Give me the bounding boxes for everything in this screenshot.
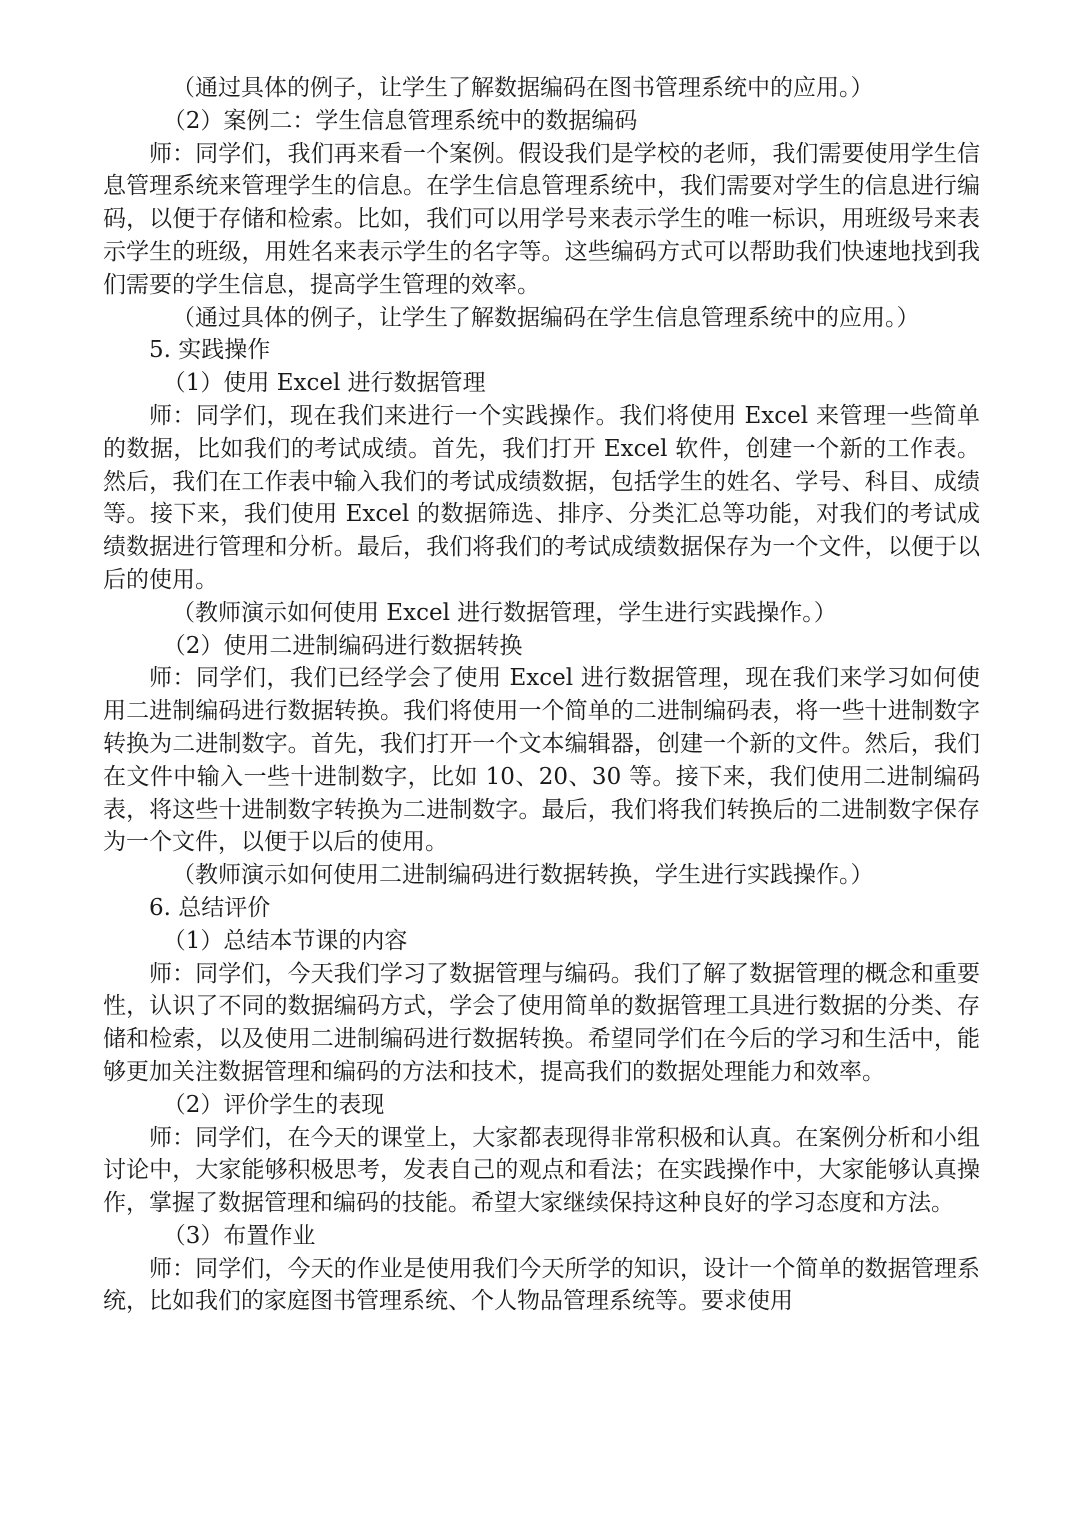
note-paragraph: （通过具体的例子，让学生了解数据编码在图书管理系统中的应用。） <box>172 75 874 101</box>
subsection-heading: （1）总结本节课的内容 <box>162 927 408 954</box>
note-paragraph: （教师演示如何使用二进制编码进行数据转换，学生进行实践操作。） <box>172 862 874 889</box>
subsection-heading: （3）布置作业 <box>162 1222 316 1249</box>
section-heading: 5. 实践操作 <box>149 337 271 364</box>
section-heading: 6. 总结评价 <box>149 894 271 921</box>
subsection-heading: （2）使用二进制编码进行数据转换 <box>162 632 523 659</box>
body-paragraph: 师：同学们，在今天的课堂上，大家都表现得非常积极和认真。在案例分析和小组讨论中，大家能够积极思考，发表自己的观点和看法；在实践操作中，大家能够认真操作，掌握了数据管理和编码的技能。希望大家继续保持这种良好的学习态度和方法。 <box>103 1124 980 1217</box>
body-paragraph: 师：同学们，今天我们学习了数据管理与编码。我们了解了数据管理的概念和重要性，认识了不同的数据编码方式，学会了使用简单的数据管理工具进行数据的分类、存储和检索，以及使用二进制编码进行数据转换。希望同学们在今后的学习和生活中，能够更加关注数据管理和编码的方法和技术，提高我们的数据处理能力和效率。 <box>103 960 980 1085</box>
body-paragraph: 师：同学们，我们再来看一个案例。假设我们是学校的老师，我们需要使用学生信息管理系统来管理学生的信息。在学生信息管理系统中，我们需要对学生的信息进行编码，以便于存储和检索。比如，我们可以用学号来表示学生的唯一标识，用班级号来表示学生的班级，用姓名来表示学生的名字等。这些编码方式可以帮助我们快速地找到我们需要的学生信息，提高学生管理的效率。 <box>103 140 980 298</box>
body-paragraph: 师：同学们，我们已经学会了使用 Excel 进行数据管理，现在我们来学习如何使用二进制编码进行数据转换。我们将使用一个简单的二进制编码表，将一些十进制数字转换为二进制数字。首先，我们打开一个文本编辑器，创建一个新的文件。然后，我们在文件中输入一些十进制数字，比如 10、20、30 等。接下来，我们使用二进制编码表，将这些十进制数字转换为二进制数字。最后，我们将我们转换后的二进制数字保存为一个文件，以便于以后的使用。 <box>103 665 980 856</box>
subsection-heading: （2）评价学生的表现 <box>162 1091 385 1118</box>
body-paragraph: 师：同学们，今天的作业是使用我们今天所学的知识，设计一个简单的数据管理系统，比如我们的家庭图书管理系统、个人物品管理系统等。要求使用 <box>103 1255 980 1315</box>
subsection-heading: （1）使用 Excel 进行数据管理 <box>162 370 486 397</box>
case-heading: （2）案例二：学生信息管理系统中的数据编码 <box>162 107 638 134</box>
note-paragraph: （通过具体的例子，让学生了解数据编码在学生信息管理系统中的应用。） <box>172 304 920 331</box>
note-paragraph: （教师演示如何使用 Excel 进行数据管理，学生进行实践操作。） <box>172 599 837 626</box>
body-paragraph: 师：同学们，现在我们来进行一个实践操作。我们将使用 Excel 来管理一些简单的数据，比如我们的考试成绩。首先，我们打开 Excel 软件，创建一个新的工作表。然后，我们在工作表中输入我们的考试成绩数据，包括学生的姓名、学号、科目、成绩等。接下来，我们使用 Excel 的数据筛选、排序、分类汇总等功能，对我们的考试成绩数据进行管理和分析。最后，我们将我们的考试成绩数据保存为一个文件，以便于以后的使用。 <box>103 402 980 593</box>
